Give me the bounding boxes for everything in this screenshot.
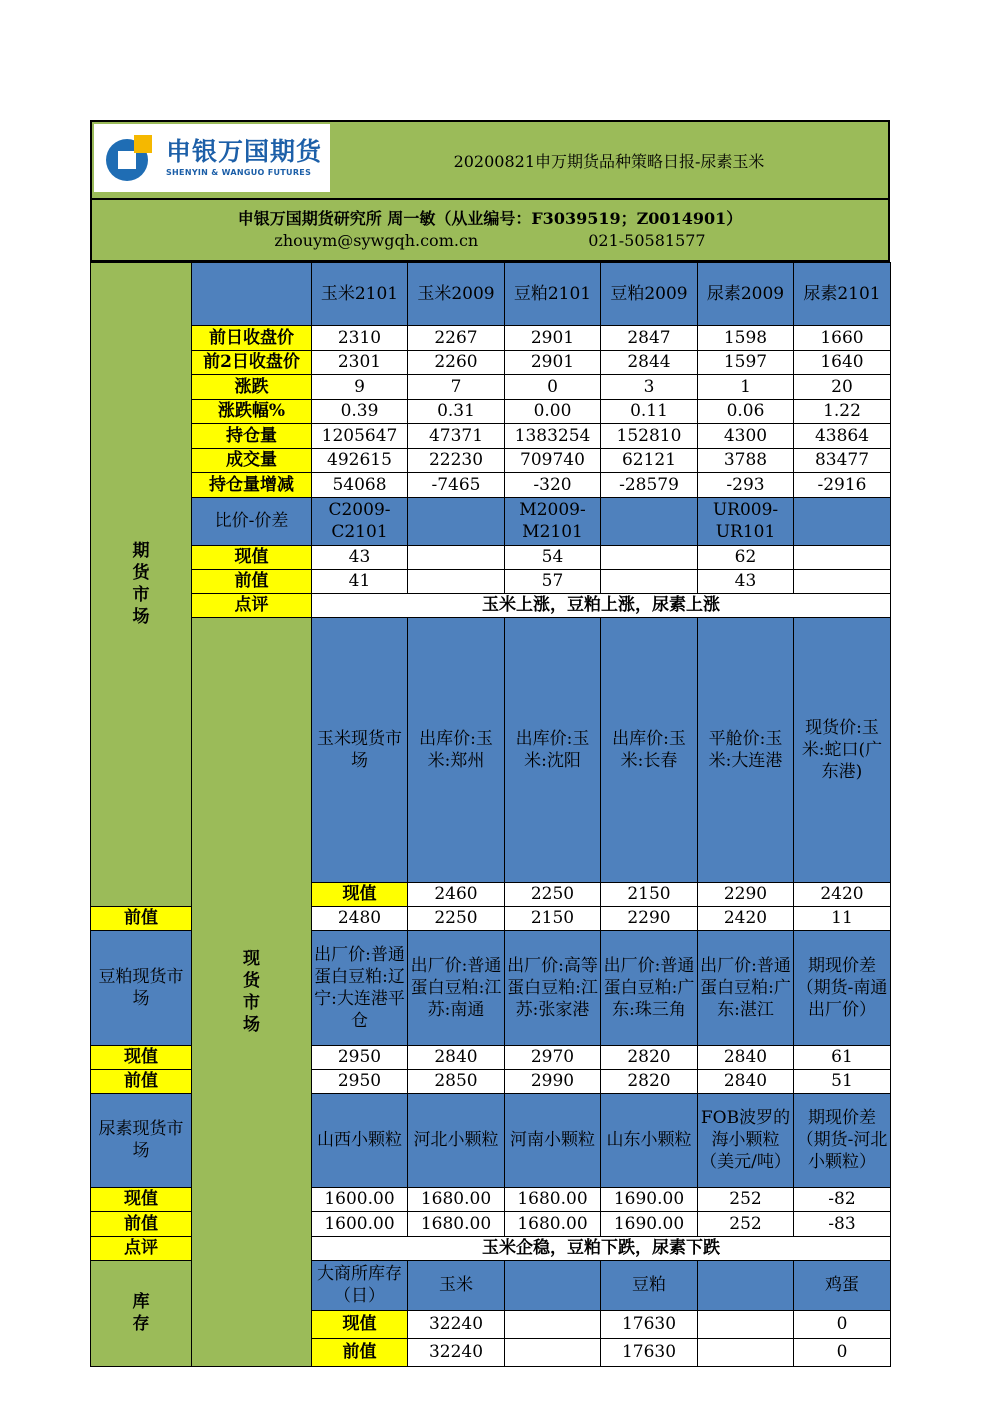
value-cell: 1 — [698, 375, 794, 400]
table-row — [91, 424, 891, 449]
column-header: 出库价:玉米:长春 — [601, 617, 698, 882]
value-cell: -293 — [698, 473, 794, 498]
value-cell: 1680.00 — [505, 1212, 601, 1237]
value-cell: 43 — [698, 569, 794, 593]
comment-label: 点评 — [192, 593, 312, 617]
value-cell — [601, 569, 698, 593]
value-cell: 51 — [794, 1069, 891, 1093]
value-cell: -320 — [505, 473, 601, 498]
section-label: 现 货 市 场 — [192, 617, 312, 1366]
row-label: 持仓量 — [192, 424, 312, 449]
value-cell: 0 — [505, 375, 601, 400]
value-cell: 61 — [794, 1045, 891, 1069]
author-info — [90, 200, 890, 262]
value-cell: 2844 — [601, 350, 698, 375]
value-cell: 2420 — [698, 906, 794, 930]
row-label: 现值 — [312, 882, 408, 906]
value-cell — [698, 1310, 794, 1338]
value-cell: 2820 — [601, 1045, 698, 1069]
table-row — [91, 399, 891, 424]
value-cell: 1600.00 — [312, 1212, 408, 1237]
value-cell: 1680.00 — [505, 1187, 601, 1212]
row-label: 持仓量增减 — [192, 473, 312, 498]
value-cell — [408, 545, 505, 569]
row-label: 前值 — [91, 906, 192, 930]
header-blank — [192, 263, 312, 326]
table-row — [91, 593, 891, 617]
author-line: 申银万国期货研究所 周一敏（从业编号：F3039519；Z0014901） — [237, 209, 743, 228]
value-cell: 252 — [698, 1187, 794, 1212]
value-cell: 62121 — [601, 448, 698, 473]
row-label: 前值 — [312, 1338, 408, 1366]
value-cell: 2840 — [698, 1069, 794, 1093]
report-title: 20200821申万期货品种策略日报-尿素玉米 — [453, 151, 765, 171]
column-header — [505, 1260, 601, 1310]
value-cell: 17630 — [601, 1338, 698, 1366]
row-label: 涨跌 — [192, 375, 312, 400]
column-header: 河南小颗粒 — [505, 1093, 601, 1187]
author-email: zhouym@sywgqh.com.cn — [274, 231, 479, 250]
row-label: 前值 — [91, 1069, 192, 1093]
row-label: 前2日收盘价 — [192, 350, 312, 375]
value-cell: 2480 — [312, 906, 408, 930]
value-cell: 2250 — [505, 882, 601, 906]
value-cell: 2820 — [601, 1069, 698, 1093]
value-cell: 1690.00 — [601, 1212, 698, 1237]
row-label: 现值 — [91, 1187, 192, 1212]
value-cell: -7465 — [408, 473, 505, 498]
value-cell: 43864 — [794, 424, 891, 449]
column-header: 玉米2009 — [408, 263, 505, 326]
column-header: 玉米2101 — [312, 263, 408, 326]
value-cell: 1680.00 — [408, 1187, 505, 1212]
value-cell: 0.31 — [408, 399, 505, 424]
value-cell: 17630 — [601, 1310, 698, 1338]
value-cell: 709740 — [505, 448, 601, 473]
value-cell — [408, 569, 505, 593]
logo-cn-text: 申银万国期货 — [166, 137, 323, 166]
value-cell: 2460 — [408, 882, 505, 906]
column-header: FOB波罗的海小颗粒（美元/吨） — [698, 1093, 794, 1187]
value-cell: 2847 — [601, 326, 698, 351]
value-cell: 2950 — [312, 1069, 408, 1093]
column-header: 河北小颗粒 — [408, 1093, 505, 1187]
column-header: 豆粕2101 — [505, 263, 601, 326]
value-cell: 2840 — [698, 1045, 794, 1069]
value-cell: 0.00 — [505, 399, 601, 424]
row-label: 现值 — [192, 545, 312, 569]
comment-text: 玉米上涨，豆粕上涨，尿素上涨 — [312, 593, 891, 617]
row-label: 成交量 — [192, 448, 312, 473]
value-cell: 2990 — [505, 1069, 601, 1093]
table-row — [91, 473, 891, 498]
column-header — [601, 497, 698, 545]
value-cell: 43 — [312, 545, 408, 569]
value-cell: 41 — [312, 569, 408, 593]
column-header: M2009-M2101 — [505, 497, 601, 545]
section-label: 期 货 市 场 — [91, 263, 192, 907]
column-header: 尿素2101 — [794, 263, 891, 326]
spread-label: 比价-价差 — [192, 497, 312, 545]
value-cell: 2970 — [505, 1045, 601, 1069]
value-cell: 62 — [698, 545, 794, 569]
value-cell: 1660 — [794, 326, 891, 351]
value-cell: 1640 — [794, 350, 891, 375]
column-header — [408, 497, 505, 545]
value-cell: 1383254 — [505, 424, 601, 449]
logo-icon — [106, 135, 158, 181]
table-row — [91, 326, 891, 351]
comment-label: 点评 — [91, 1236, 192, 1260]
value-cell — [794, 569, 891, 593]
table-row — [91, 375, 891, 400]
value-cell: 3 — [601, 375, 698, 400]
section-label: 库 存 — [91, 1260, 192, 1366]
row-label: 现值 — [91, 1045, 192, 1069]
value-cell: 54068 — [312, 473, 408, 498]
table-row — [91, 569, 891, 593]
value-cell: -28579 — [601, 473, 698, 498]
row-label: 现值 — [312, 1310, 408, 1338]
value-cell: 152810 — [601, 424, 698, 449]
value-cell: -83 — [794, 1212, 891, 1237]
column-header: UR009-UR101 — [698, 497, 794, 545]
comment-text: 玉米企稳，豆粕下跌，尿素下跌 — [312, 1236, 891, 1260]
value-cell: 252 — [698, 1212, 794, 1237]
strategy-report — [90, 120, 890, 1367]
value-cell: 0.39 — [312, 399, 408, 424]
value-cell — [794, 545, 891, 569]
column-header: 出厂价:高等蛋白豆粕:江苏:张家港 — [505, 930, 601, 1045]
value-cell: 4300 — [698, 424, 794, 449]
value-cell: 83477 — [794, 448, 891, 473]
table-row — [91, 497, 891, 545]
table-row — [91, 545, 891, 569]
column-header: 尿素2009 — [698, 263, 794, 326]
value-cell: 0.06 — [698, 399, 794, 424]
value-cell — [698, 1338, 794, 1366]
value-cell: 32240 — [408, 1338, 505, 1366]
value-cell — [505, 1310, 601, 1338]
logo-en-text: SHENYIN & WANGUO FUTURES — [166, 168, 312, 177]
value-cell: 2840 — [408, 1045, 505, 1069]
company-logo — [94, 124, 330, 192]
value-cell: 0.11 — [601, 399, 698, 424]
value-cell: 2301 — [312, 350, 408, 375]
value-cell: 2290 — [601, 906, 698, 930]
table-row — [91, 263, 891, 326]
value-cell — [601, 545, 698, 569]
column-header: 豆粕 — [601, 1260, 698, 1310]
value-cell: -82 — [794, 1187, 891, 1212]
column-header: 出厂价:普通蛋白豆粕:广东:湛江 — [698, 930, 794, 1045]
value-cell: 2290 — [698, 882, 794, 906]
value-cell: 20 — [794, 375, 891, 400]
value-cell: 2310 — [312, 326, 408, 351]
urea-spot-label: 尿素现货市场 — [91, 1093, 192, 1187]
column-header: 期现价差（期货-河北小颗粒） — [794, 1093, 891, 1187]
value-cell: 0 — [794, 1338, 891, 1366]
value-cell: 54 — [505, 545, 601, 569]
column-header: 出厂价:普通蛋白豆粕:江苏:南通 — [408, 930, 505, 1045]
value-cell: 47371 — [408, 424, 505, 449]
value-cell: 2267 — [408, 326, 505, 351]
value-cell: 7 — [408, 375, 505, 400]
column-header: 豆粕2009 — [601, 263, 698, 326]
value-cell: 2950 — [312, 1045, 408, 1069]
value-cell — [505, 1338, 601, 1366]
column-header: 现货价:玉米:蛇口(广东港) — [794, 617, 891, 882]
table-row — [91, 350, 891, 375]
value-cell: 2901 — [505, 350, 601, 375]
table-row — [91, 448, 891, 473]
column-header: 出库价:玉米:沈阳 — [505, 617, 601, 882]
column-header: 出厂价:普通蛋白豆粕:广东:珠三角 — [601, 930, 698, 1045]
value-cell: 3788 — [698, 448, 794, 473]
column-header — [698, 1260, 794, 1310]
value-cell: 22230 — [408, 448, 505, 473]
value-cell: 32240 — [408, 1310, 505, 1338]
value-cell: -2916 — [794, 473, 891, 498]
value-cell: 1597 — [698, 350, 794, 375]
value-cell: 1.22 — [794, 399, 891, 424]
value-cell: 0 — [794, 1310, 891, 1338]
value-cell: 2150 — [505, 906, 601, 930]
value-cell: 11 — [794, 906, 891, 930]
meal-spot-label: 豆粕现货市场 — [91, 930, 192, 1045]
value-cell: 9 — [312, 375, 408, 400]
value-cell: 57 — [505, 569, 601, 593]
row-label: 涨跌幅% — [192, 399, 312, 424]
row-label: 前日收盘价 — [192, 326, 312, 351]
column-header: 期现价差（期货-南通出厂价） — [794, 930, 891, 1045]
value-cell: 1600.00 — [312, 1187, 408, 1212]
column-header: 平舱价:玉米:大连港 — [698, 617, 794, 882]
data-table — [90, 262, 891, 1367]
row-label: 前值 — [91, 1212, 192, 1237]
corn-spot-label: 玉米现货市场 — [312, 617, 408, 882]
value-cell: 1690.00 — [601, 1187, 698, 1212]
author-phone: 021-50581577 — [588, 231, 706, 250]
value-cell: 2850 — [408, 1069, 505, 1093]
value-cell: 2420 — [794, 882, 891, 906]
column-header — [794, 497, 891, 545]
row-label: 前值 — [192, 569, 312, 593]
value-cell: 2250 — [408, 906, 505, 930]
column-header: 玉米 — [408, 1260, 505, 1310]
column-header: 出库价:玉米:郑州 — [408, 617, 505, 882]
value-cell: 1598 — [698, 326, 794, 351]
value-cell: 2150 — [601, 882, 698, 906]
value-cell: 1680.00 — [408, 1212, 505, 1237]
value-cell: 1205647 — [312, 424, 408, 449]
column-header: C2009-C2101 — [312, 497, 408, 545]
value-cell: 2901 — [505, 326, 601, 351]
report-header — [90, 120, 890, 200]
column-header: 出厂价:普通蛋白豆粕:辽宁:大连港平仓 — [312, 930, 408, 1045]
column-header: 鸡蛋 — [794, 1260, 891, 1310]
column-header: 山西小颗粒 — [312, 1093, 408, 1187]
table-row — [91, 617, 891, 882]
value-cell: 492615 — [312, 448, 408, 473]
inventory-label: 大商所库存（日） — [312, 1260, 408, 1310]
column-header: 山东小颗粒 — [601, 1093, 698, 1187]
value-cell: 2260 — [408, 350, 505, 375]
